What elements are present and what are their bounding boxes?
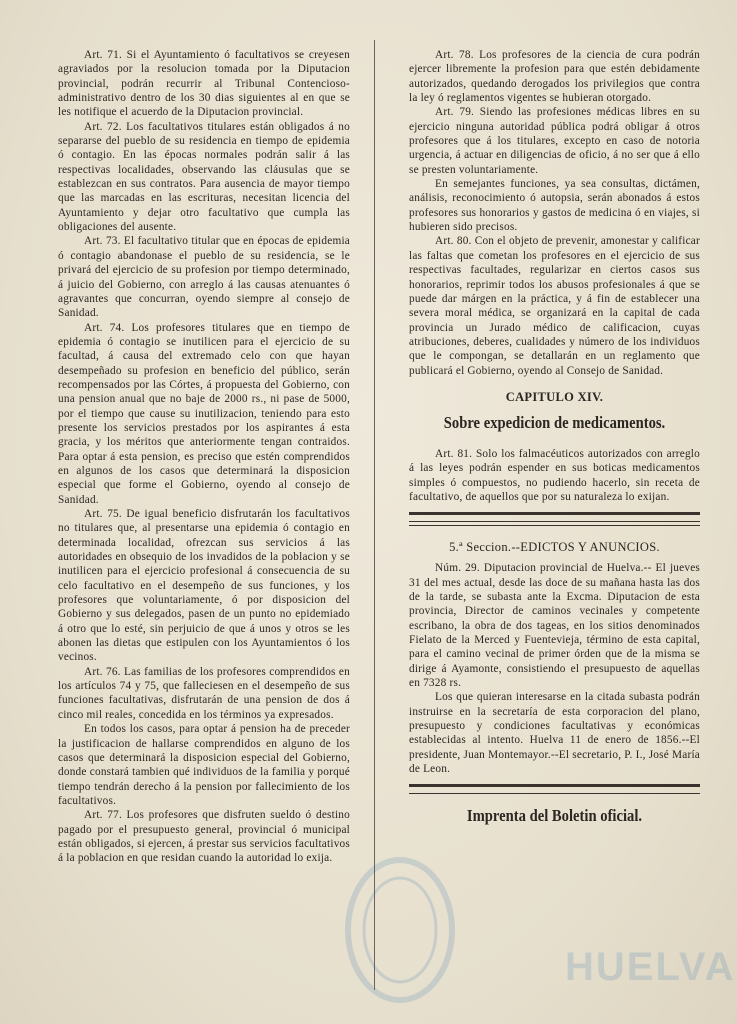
article-80: Art. 80. Con el objeto de prevenir, amonestar y calificar las faltas que cometan los profesores en el ejercicio de sus respectivas facultades, regularizar en ciertos casos sus honorarios, reprimir todos los abusos profesionales á que se puede dar márgen en la práctica, y á fin de establecer una severa moral médica, se organizará en la capital de cada provincia un Jurado médico de calificacion, cuyas atribuciones, deberes, cualidades y número de los individuos que le compongan, se detallarán en un reglamento que publicará el Gobierno, oyendo al Consejo de Sanidad. bbox=[409, 235, 700, 377]
article-74: Art. 74. Los profesores titulares que en tiempo de epidemia ó contagio se inutilicen para el ejercicio de su facultad, á causa del extremado celo con que hayan desempeñado su profesion en beneficio del público, serán recompensados por las Córtes, á propuesta del Gobierno, con una pension anual que no baje de 2000 rs., ni pase de 5000, por el tiempo que cause su inutilizacion, teniendo para esto presente los servicios prestados por los aspirantes á esta gracia, y los méritos que anteriormente tengan contraidos. Para optar á esta pension, es preciso que estén comprendidos en algunos de los casos que determinará la disposicion especial que forme el Gobierno, oyendo al consejo de Sanidad. bbox=[58, 321, 350, 506]
article-81: Art. 81. Solo los falmacéuticos autorizados con arreglo á las leyes podrán espender en sus boticas medicamentos simples ó compuestos, no pudiendo hacerlo, sin receta de facultativo, de aquellos que por su naturaleza lo exijan. bbox=[409, 447, 700, 503]
article-73: Art. 73. El facultativo titular que en épocas de epidemia ó contagio abandonase el pueblo de su residencia, se le privará del ejercicio de su profesion por tiempo determinado, á juicio del Gobierno, con arreglo á las causas atenuantes ó agravantes que concurran, oyendo siempre al consejo de Sanidad. bbox=[58, 235, 350, 320]
article-76: Art. 76. Las familias de los profesores comprendidos en los artículos 74 y 75, que falleciesen en el desempeño de sus funciones facultativas, disfrutarán de una pension de dos á cinco mil reales, concedida en los términos ya expresados. bbox=[58, 665, 350, 721]
article-78: Art. 78. Los profesores de la ciencia de cura podrán ejercer libremente la profesion para que estén debidamente autorizados, quedando derogados los privilegios que contra la ley ó reglamentos vigentes se hubieran otorgado. bbox=[409, 49, 700, 105]
footer-rule bbox=[409, 784, 700, 794]
article-71: Art. 71. Si el Ayuntamiento ó facultativos se creyesen agraviados por la resolucion tomada por la Diputacion provincial, podrán recurrir al Tribunal Contencioso-administrativo dentro de los 30 dias siguientes al en que se les notifique el acuerdo de la Diputacion provincial. bbox=[58, 49, 350, 119]
section-rule bbox=[409, 512, 700, 522]
section-heading: 5.ª Seccion.--EDICTOS Y ANUNCIOS. bbox=[449, 540, 660, 555]
imprint-title: Imprenta del Boletin oficial. bbox=[466, 806, 643, 826]
column-divider bbox=[374, 40, 375, 990]
article-79-continuation: En semejantes funciones, ya sea consultas, dictámen, análisis, reconocimiento ó autopsia, serán abonados á estos profesores sus honorarios y gastos de medicina ó en viajes, si hubieren sido precisos. bbox=[409, 178, 700, 234]
notice-29-continuation: Los que quieran interesarse en la citada subasta podrán instruirse en la secretaría de esta corporacion del plano, presupuesto y condiciones facultativas y económicas establecidas al intento. Huelva 11 de enero de 1856.--El presidente, Juan Montemayor.--El secretario, P. I., José María de Leon. bbox=[409, 691, 700, 776]
article-76-continuation: En todos los casos, para optar á pension ha de preceder la justificacion de hallarse comprendidos en alguno de los casos que determinará la disposicion especial del Gobierno, donde constará tambien qué individuos de la familia y porqué tiempo tendrán derecho á la pension por fallecimiento de los facultativos. bbox=[58, 723, 350, 807]
watermark-text: HUELVA bbox=[565, 945, 736, 989]
left-column bbox=[58, 48, 350, 866]
article-77: Art. 77. Los profesores que disfruten sueldo ó destino pagado por el presupuesto general, provincial ó municipal están obligados, si ejercen, á prestar sus servicios facultativos á la poblacion en que residan cuando la autoridad lo exija. bbox=[58, 809, 350, 865]
article-72: Art. 72. Los facultativos titulares están obligados á no separarse del pueblo de su residencia en tiempo de epidemia ó contagio. En las épocas normales podrán salir á las respectivas localidades, observando las cláusulas que se establezcan en sus contratos. Para ausencia de mayor tiempo que las marcadas en las escrituras, necesitan licencia del Ayuntamiento y dejar otro facultativo que cumpla las obligaciones del ausente. bbox=[58, 120, 350, 234]
right-column bbox=[409, 48, 700, 826]
article-75: Art. 75. De igual beneficio disfrutarán los facultativos no titulares que, al presentarse una epidemia ó contagio en determinada localidad, ofrezcan sus servicios á las autoridades en obsequio de los invadidos de la poblacion y se inutilicen para el ejercicio profesional á consecuencia de su celo facultativo en el desempeño de sus funciones, y los profesores que voluntariamente, ó por disposicion del Gobierno y sus delegados, pasen de un punto no epidemiado á otro que lo esté, sin perjuicio de que á unos y otros se les abonen las dietas que estipulen con los Ayuntamientos ó los vecinos. bbox=[58, 508, 350, 664]
section-rule-thin bbox=[409, 525, 700, 526]
article-79: Art. 79. Siendo las profesiones médicas libres en su ejercicio ninguna autoridad pública podrá obligar á otros profesores que á los titulares, excepto en caso de notoria urgencia, á actuar en diligencias de oficio, á no ser que á ello se presten voluntariamente. bbox=[409, 106, 700, 176]
chapter-title: Sobre expedicion de medicamentos. bbox=[443, 412, 666, 432]
notice-29: Núm. 29. Diputacion provincial de Huelva.-- El jueves 31 del mes actual, desde las doce de su mañana hasta las dos de la tarde, se subasta ante la Excma. Diputacion de esta provincia, Director de caminos vecinales y competente escribano, la obra de dos tageas, en los sitios denominados Fielato de la Merced y Fuentevieja, término de esta capital, para el camino vecinal de primer órden que de la misma se dirige á Ayamonte, consistiendo el presupuesto de aquellas en 7328 rs. bbox=[409, 562, 700, 690]
chapter-number: CAPITULO XIV. bbox=[505, 389, 604, 404]
